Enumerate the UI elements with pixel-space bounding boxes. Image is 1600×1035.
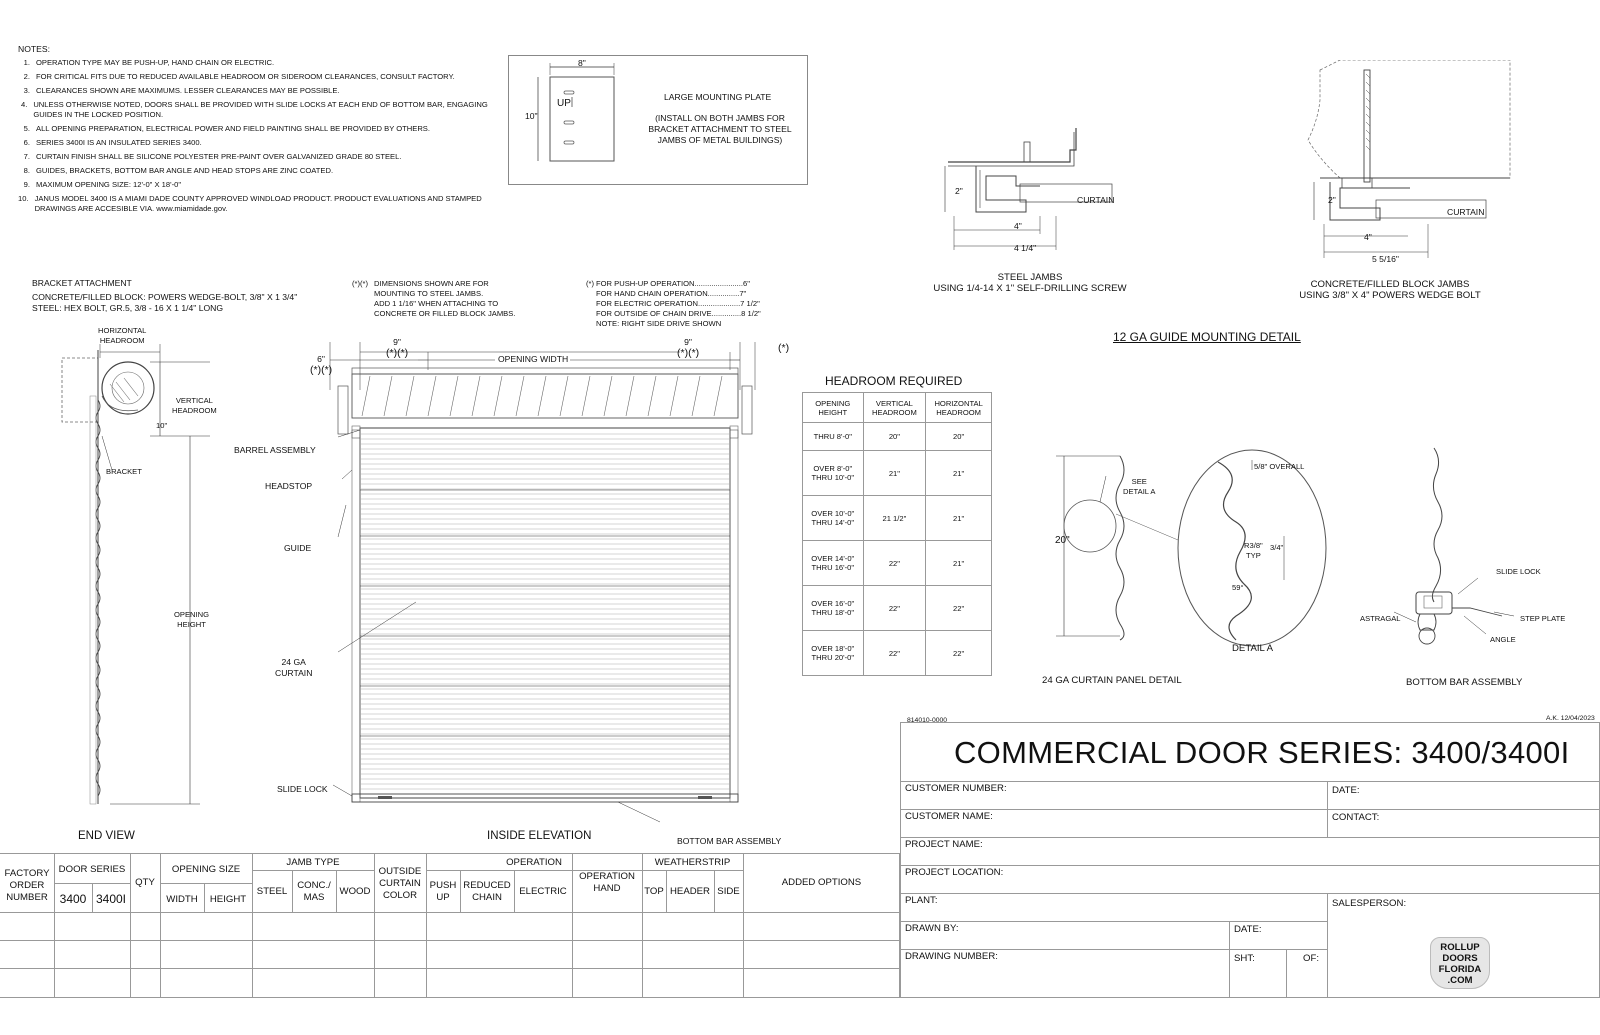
headroom-cell-text: 22" bbox=[888, 648, 900, 658]
ot-col-line bbox=[130, 853, 131, 998]
elev-dim-6-value: 6" bbox=[317, 354, 325, 364]
tb-row-line bbox=[900, 837, 1600, 838]
note-text: FOR CRITICAL FITS DUE TO REDUCED AVAILABLE HEADROOM OR SIDEROOM CLEARANCES, CONSULT FACTORY. bbox=[36, 72, 455, 81]
vertical-headroom-line1: VERTICAL bbox=[175, 396, 213, 405]
end-view-title: END VIEW bbox=[78, 830, 135, 842]
headroom-cell bbox=[803, 631, 864, 676]
ot-added-options: ADDED OPTIONS bbox=[781, 877, 862, 888]
bracket-attachment-title: BRACKET ATTACHMENT bbox=[32, 278, 132, 288]
note-number: 3. bbox=[23, 86, 30, 95]
operation-note-mark: (*) bbox=[586, 279, 595, 288]
ot-steel: STEEL bbox=[256, 886, 288, 897]
ot-hand-line1: OPERATION bbox=[579, 871, 635, 882]
headroom-table bbox=[802, 392, 992, 676]
note-item bbox=[18, 138, 488, 148]
tb-row-line bbox=[900, 865, 1600, 866]
drawing-number-field[interactable]: DRAWING NUMBER: bbox=[905, 951, 998, 962]
panel-angle: 59° bbox=[1232, 583, 1244, 592]
headroom-header-text: HEADROOM bbox=[936, 407, 981, 417]
headroom-cell-text: OVER 8'-0" bbox=[813, 464, 853, 473]
note-number: 2. bbox=[23, 72, 30, 81]
headroom-cell-text: 21" bbox=[953, 558, 965, 568]
note-text: GUIDES, BRACKETS, BOTTOM BAR ANGLE AND HEAD STOPS ARE ZINC COATED. bbox=[36, 166, 334, 175]
detail-a-title: DETAIL A bbox=[1232, 643, 1274, 654]
operation-note-line1: FOR PUSH-UP OPERATION.......................6" bbox=[596, 279, 750, 288]
headroom-cell bbox=[803, 423, 864, 451]
concrete-curtain-label: CURTAIN bbox=[1447, 207, 1485, 217]
headroom-cell bbox=[803, 541, 864, 586]
elev-dim-9a-value: 9" bbox=[393, 337, 401, 347]
customer-number-field[interactable]: CUSTOMER NUMBER: bbox=[905, 783, 1007, 794]
curtain-panel-title: 24 GA CURTAIN PANEL DETAIL bbox=[1042, 675, 1182, 686]
note-item bbox=[18, 180, 488, 190]
headroom-cell-text: 22" bbox=[953, 603, 965, 613]
end-view-vertical-headroom bbox=[172, 396, 217, 416]
ot-line bbox=[160, 883, 252, 884]
bottom-bar-drawing bbox=[1390, 440, 1560, 660]
ot-door-series: DOOR SERIES bbox=[58, 864, 126, 875]
logo-line1: ROLLUP bbox=[1440, 942, 1480, 953]
logo-line3: FLORIDA bbox=[1438, 964, 1482, 975]
headroom-header-text: OPENING bbox=[815, 398, 851, 408]
dimension-note-line3: ADD 1 1/16" WHEN ATTACHING TO bbox=[374, 299, 499, 308]
note-text: ALL OPENING PREPARATION, ELECTRICAL POWER AND FIELD PAINTING SHALL BE PROVIDED BY OTHERS. bbox=[36, 124, 430, 133]
headroom-cell-text: OVER 10'-0" bbox=[811, 509, 855, 518]
headroom-cell bbox=[863, 586, 926, 631]
elevation-opening-width: OPENING WIDTH bbox=[498, 354, 569, 364]
logo-line4: .COM bbox=[1447, 975, 1473, 986]
ot-col-line bbox=[426, 853, 427, 998]
curtain-panel-drawing bbox=[1040, 440, 1340, 670]
ot-line bbox=[0, 968, 900, 969]
ot-side: SIDE bbox=[717, 886, 740, 897]
drawn-date-field[interactable]: DATE: bbox=[1234, 924, 1262, 935]
tb-row-line bbox=[900, 949, 1327, 950]
drawing-id: 814010-0000 bbox=[907, 717, 948, 724]
note-text: MAXIMUM OPENING SIZE: 12'-0" X 18'-0" bbox=[36, 180, 182, 189]
bb-astragal: ASTRAGAL bbox=[1360, 614, 1401, 623]
ot-push-up bbox=[426, 880, 460, 904]
ot-col-line bbox=[743, 853, 744, 998]
bb-step-plate: STEP PLATE bbox=[1520, 614, 1566, 623]
headroom-cell-text: OVER 18'-0" bbox=[811, 644, 855, 653]
note-text: UNLESS OTHERWISE NOTED, DOORS SHALL BE PROVIDED WITH SLIDE LOCKS AT EACH END OF BOTTOM BAR, ENGAGING GUIDES IN THE LOCKED POSITION. bbox=[33, 100, 488, 119]
headroom-cell-text: 21" bbox=[953, 468, 965, 478]
ot-reduced-line1: REDUCED bbox=[463, 880, 511, 891]
headroom-header-text: HEADROOM bbox=[872, 407, 917, 417]
headroom-cell-text: 20" bbox=[953, 432, 965, 441]
steel-dim-4q: 4 1/4" bbox=[1014, 243, 1037, 253]
note-item bbox=[18, 58, 488, 68]
ot-factory-line3: NUMBER bbox=[6, 892, 48, 903]
tb-row-line bbox=[900, 921, 1327, 922]
panel-radius-line2: TYP bbox=[1245, 551, 1261, 560]
ot-col-line bbox=[252, 853, 253, 998]
tb-col-line bbox=[1286, 949, 1287, 998]
ot-color-line2: CURTAIN bbox=[379, 878, 421, 889]
end-opening-height-line2: HEIGHT bbox=[177, 620, 206, 629]
logo-line2: DOORS bbox=[1442, 953, 1478, 964]
plate-up-label: UP bbox=[557, 98, 571, 109]
end-view-bracket: BRACKET bbox=[106, 467, 142, 476]
ot-opening-size: OPENING SIZE bbox=[171, 864, 241, 875]
note-item bbox=[18, 86, 488, 96]
steel-dim-4: 4" bbox=[1014, 221, 1022, 231]
see-detail-line1: SEE bbox=[1131, 477, 1147, 486]
bb-slide-lock: SLIDE LOCK bbox=[1496, 567, 1541, 576]
panel-dim-34: 3/4" bbox=[1270, 543, 1284, 552]
note-number: 10. bbox=[18, 194, 29, 203]
ot-conc-line2: MAS bbox=[303, 892, 325, 903]
headroom-header-text: HEIGHT bbox=[818, 407, 848, 417]
note-text: CURTAIN FINISH SHALL BE SILICONE POLYESTER PRE-PAINT OVER GALVANIZED GRADE 80 STEEL. bbox=[36, 152, 402, 161]
curtain-label-line1: 24 GA bbox=[281, 657, 306, 667]
ot-line bbox=[0, 912, 900, 913]
ot-hand-line2: HAND bbox=[593, 883, 621, 894]
headroom-row bbox=[803, 423, 992, 451]
plate-title: LARGE MOUNTING PLATE bbox=[664, 92, 772, 102]
headroom-cell-text: THRU 14'-0" bbox=[811, 518, 855, 527]
ot-curtain-color bbox=[374, 866, 426, 902]
barrel-assembly-label: BARREL ASSEMBLY bbox=[234, 445, 316, 455]
plate-desc-line3: JAMBS OF METAL BUILDINGS) bbox=[657, 135, 783, 145]
headroom-cell bbox=[926, 586, 992, 631]
steel-curtain-label: CURTAIN bbox=[1077, 195, 1115, 205]
note-number: 5. bbox=[23, 124, 30, 133]
steel-jambs-subtitle: USING 1/4-14 X 1" SELF-DRILLING SCREW bbox=[933, 283, 1127, 294]
elev-dim-9b-mark: (*)(*) bbox=[677, 347, 700, 359]
headroom-cell-text: 22" bbox=[953, 648, 965, 658]
concrete-jamb-drawing bbox=[1280, 60, 1520, 270]
headroom-cell-text: OVER 14'-0" bbox=[811, 554, 855, 563]
headroom-cell bbox=[803, 586, 864, 631]
ot-factory-order bbox=[0, 868, 54, 904]
see-detail-line2: DETAIL A bbox=[1123, 487, 1156, 496]
note-text: SERIES 3400I IS AN INSULATED SERIES 3400. bbox=[36, 138, 202, 147]
concrete-dim-2: 2" bbox=[1328, 195, 1336, 205]
headroom-cell-text: 21" bbox=[953, 513, 965, 523]
tb-col-line bbox=[1327, 893, 1328, 998]
headroom-header-text: VERTICAL bbox=[875, 398, 913, 408]
elevation-dim-9a bbox=[386, 337, 408, 359]
plate-height-dim: 10" bbox=[525, 111, 538, 121]
end-view-opening-height bbox=[174, 610, 209, 630]
author-date: A.K. 12/04/2023 bbox=[1546, 715, 1595, 722]
note-number: 8. bbox=[23, 166, 30, 175]
concrete-dim-4: 4" bbox=[1364, 232, 1372, 242]
headroom-title: HEADROOM REQUIRED bbox=[825, 374, 963, 388]
sheet-field[interactable]: SHT: bbox=[1234, 953, 1255, 964]
customer-name-field[interactable]: CUSTOMER NAME: bbox=[905, 811, 993, 822]
general-notes bbox=[18, 44, 488, 218]
headroom-row bbox=[803, 496, 992, 541]
curtain-label bbox=[275, 657, 312, 679]
of-field[interactable]: OF: bbox=[1303, 953, 1319, 964]
headroom-cell-text: THRU 16'-0" bbox=[811, 563, 855, 572]
dimension-note-line1: DIMENSIONS SHOWN ARE FOR bbox=[374, 279, 489, 288]
plate-desc-line1: (INSTALL ON BOTH JAMBS FOR bbox=[655, 113, 785, 123]
headroom-header-text: HORIZONTAL bbox=[934, 398, 983, 408]
headroom-header-cell bbox=[863, 393, 926, 423]
headroom-header-cell bbox=[926, 393, 992, 423]
ot-line bbox=[642, 870, 743, 871]
tb-row-line bbox=[900, 893, 1600, 894]
steel-dim-2: 2" bbox=[955, 186, 963, 196]
headroom-header-cell bbox=[803, 393, 864, 423]
bracket-attachment-line2: STEEL: HEX BOLT, GR.5, 3/8 - 16 X 1 1/4" LONG bbox=[32, 303, 224, 313]
plate-desc bbox=[640, 113, 800, 146]
tb-col-line bbox=[1229, 921, 1230, 998]
note-item bbox=[18, 100, 488, 120]
dimension-note-mark: (*)(*) bbox=[352, 279, 369, 288]
bracket-attachment-line1: CONCRETE/FILLED BLOCK: POWERS WEDGE-BOLT, 3/8" X 1 3/4" bbox=[32, 292, 298, 302]
headroom-cell bbox=[863, 496, 926, 541]
curtain-label-line2: CURTAIN bbox=[275, 668, 313, 678]
end-view-drawing bbox=[50, 340, 250, 820]
ot-wood: WOOD bbox=[339, 886, 371, 897]
bottom-bar-title: BOTTOM BAR ASSEMBLY bbox=[1406, 677, 1523, 688]
headroom-row bbox=[803, 541, 992, 586]
ot-color-line1: OUTSIDE bbox=[378, 866, 422, 877]
elev-dim-9b-value: 9" bbox=[684, 337, 692, 347]
tb-row-line bbox=[900, 781, 1600, 782]
elev-dim-9a-mark: (*)(*) bbox=[386, 347, 409, 359]
note-number: 4. bbox=[20, 100, 28, 109]
project-location-field[interactable]: PROJECT LOCATION: bbox=[905, 867, 1004, 878]
horizontal-headroom-line1: HORIZONTAL bbox=[98, 326, 147, 335]
plate-desc-line2: BRACKET ATTACHMENT TO STEEL bbox=[648, 124, 792, 134]
dimension-note-line4: CONCRETE OR FILLED BLOCK JAMBS. bbox=[374, 309, 516, 318]
headroom-cell bbox=[863, 423, 926, 451]
ot-conc bbox=[292, 880, 336, 904]
steel-jamb-drawing bbox=[940, 120, 1140, 260]
ot-qty: QTY bbox=[135, 877, 155, 888]
horizontal-headroom-line2: HEADROOM bbox=[99, 336, 145, 345]
note-text: OPERATION TYPE MAY BE PUSH-UP, HAND CHAIN OR ELECTRIC. bbox=[36, 58, 275, 67]
note-item bbox=[18, 152, 488, 162]
concrete-jambs-subtitle: USING 3/8" X 4" POWERS WEDGE BOLT bbox=[1299, 290, 1481, 301]
headroom-row bbox=[803, 586, 992, 631]
notes-heading: NOTES: bbox=[18, 44, 50, 54]
guide-label: GUIDE bbox=[284, 543, 312, 553]
headroom-cell bbox=[803, 496, 864, 541]
concrete-jambs-title bbox=[1270, 279, 1510, 301]
headstop-label: HEADSTOP bbox=[265, 481, 313, 491]
headroom-cell-text: THRU 10'-0" bbox=[811, 473, 855, 482]
ot-reduced-chain bbox=[460, 880, 514, 904]
date-field[interactable]: DATE: bbox=[1332, 785, 1360, 796]
vertical-headroom-line2: HEADROOM bbox=[172, 406, 217, 415]
headroom-cell-text: 22" bbox=[888, 603, 900, 613]
elev-dim-6-mark: (*)(*) bbox=[310, 364, 333, 376]
headroom-cell-text: OVER 16'-0" bbox=[811, 599, 855, 608]
project-name-field[interactable]: PROJECT NAME: bbox=[905, 839, 983, 850]
operation-note-line3: FOR ELECTRIC OPERATION....................7 1/2" bbox=[596, 299, 760, 308]
salesperson-field[interactable]: SALESPERSON: bbox=[1332, 898, 1407, 909]
headroom-cell bbox=[926, 496, 992, 541]
headroom-cell bbox=[926, 541, 992, 586]
ot-top: TOP bbox=[644, 886, 664, 897]
contact-field[interactable]: CONTACT: bbox=[1332, 812, 1380, 823]
guide-mounting-detail-title: 12 GA GUIDE MOUNTING DETAIL bbox=[1113, 330, 1301, 344]
end-opening-height-line1: OPENING bbox=[174, 610, 210, 619]
headroom-cell-text: THRU 20'-0" bbox=[811, 653, 855, 662]
ot-line bbox=[0, 940, 900, 941]
ot-header: HEADER bbox=[670, 886, 710, 897]
ot-col-line bbox=[642, 853, 643, 998]
ot-operation-hand bbox=[572, 871, 642, 895]
headroom-cell-text: 22" bbox=[888, 558, 900, 568]
tb-row-line bbox=[900, 809, 1600, 810]
ot-weatherstrip: WEATHERSTRIP bbox=[654, 857, 731, 868]
notes-list bbox=[18, 58, 488, 214]
headroom-cell bbox=[926, 631, 992, 676]
slide-lock-label: SLIDE LOCK bbox=[277, 784, 328, 794]
ot-factory-line2: ORDER bbox=[9, 880, 45, 891]
ot-electric: ELECTRIC bbox=[519, 886, 567, 897]
ot-conc-line1: CONC./ bbox=[297, 880, 331, 891]
headroom-cell-text: THRU 18'-0" bbox=[811, 608, 855, 617]
see-detail-a bbox=[1123, 477, 1156, 497]
ot-series-b[interactable]: 3400I bbox=[95, 892, 127, 906]
note-number: 6. bbox=[23, 138, 30, 147]
bracket-attachment-note bbox=[32, 278, 297, 314]
concrete-jambs-title-text: CONCRETE/FILLED BLOCK JAMBS bbox=[1310, 279, 1470, 290]
ot-height: HEIGHT bbox=[209, 894, 247, 905]
ot-jamb-type: JAMB TYPE bbox=[286, 857, 340, 868]
panel-overall-dim: 5/8" OVERALL bbox=[1254, 462, 1305, 471]
headroom-cell bbox=[863, 541, 926, 586]
headroom-cell bbox=[863, 451, 926, 496]
note-item bbox=[18, 194, 488, 214]
bottom-bar-assembly-label: BOTTOM BAR ASSEMBLY bbox=[677, 836, 782, 846]
headroom-cell-text: 20" bbox=[888, 432, 900, 441]
ot-reduced-line2: CHAIN bbox=[472, 892, 502, 903]
plant-field[interactable]: PLANT: bbox=[905, 895, 938, 906]
inside-elevation-title: INSIDE ELEVATION bbox=[487, 830, 592, 842]
panel-radius-line1: R3/8" bbox=[1244, 541, 1263, 550]
drawn-by-field[interactable]: DRAWN BY: bbox=[905, 923, 959, 934]
headroom-row bbox=[803, 451, 992, 496]
company-logo bbox=[1430, 937, 1490, 989]
end-view-dim-10: 10" bbox=[156, 421, 168, 430]
ot-width: WIDTH bbox=[166, 894, 198, 905]
ot-line bbox=[252, 870, 374, 871]
bb-angle: ANGLE bbox=[1490, 635, 1516, 644]
note-item bbox=[18, 166, 488, 176]
note-number: 1. bbox=[23, 58, 30, 67]
note-number: 7. bbox=[23, 152, 30, 161]
ot-operation: OPERATION bbox=[506, 857, 562, 868]
panel-radius bbox=[1244, 541, 1263, 561]
dimension-note bbox=[352, 279, 515, 319]
note-item bbox=[18, 72, 488, 82]
headroom-cell-text: THRU 8'-0" bbox=[813, 432, 852, 441]
tb-col-line bbox=[1327, 781, 1328, 837]
headroom-cell-text: 21 1/2" bbox=[882, 513, 907, 523]
order-table-frame bbox=[0, 853, 900, 998]
headroom-cell bbox=[926, 451, 992, 496]
headroom-row bbox=[803, 631, 992, 676]
note-text: JANUS MODEL 3400 IS A MIAMI DADE COUNTY APPROVED WINDLOAD PRODUCT. PRODUCT EVALUATIONS AND STAMPED DRAWINGS ARE ACCESIBLE VIA. www.miamidade.gov. bbox=[34, 194, 482, 213]
headroom-cell bbox=[863, 631, 926, 676]
elevation-mark-r: (*) bbox=[778, 342, 790, 354]
elevation-dim-9b bbox=[677, 337, 699, 359]
ot-push-line1: PUSH bbox=[429, 880, 457, 891]
concrete-dim-5: 5 5/16" bbox=[1372, 254, 1399, 264]
steel-jambs-title bbox=[920, 272, 1140, 294]
ot-color-line3: COLOR bbox=[382, 890, 418, 901]
operation-note-line2: FOR HAND CHAIN OPERATION...............7" bbox=[596, 289, 747, 298]
headroom-cell bbox=[803, 451, 864, 496]
dimension-note-line2: MOUNTING TO STEEL JAMBS. bbox=[374, 289, 484, 298]
ot-factory-line1: FACTORY bbox=[4, 868, 50, 879]
ot-push-line2: UP bbox=[436, 892, 450, 903]
drawing-title: COMMERCIAL DOOR SERIES: 3400/3400I bbox=[954, 735, 1570, 770]
ot-series-a[interactable]: 3400 bbox=[59, 892, 87, 906]
operation-note-line4: FOR OUTSIDE OF CHAIN DRIVE..............8 1/2" bbox=[596, 309, 761, 318]
note-item bbox=[18, 124, 488, 134]
steel-jambs-title-text: STEEL JAMBS bbox=[997, 272, 1063, 283]
end-view-horizontal-headroom bbox=[98, 326, 146, 346]
inside-elevation-drawing bbox=[300, 330, 800, 850]
headroom-cell bbox=[926, 423, 992, 451]
headroom-cell-text: 21" bbox=[888, 468, 900, 478]
headroom-header-row bbox=[803, 393, 992, 423]
note-number: 9. bbox=[23, 180, 30, 189]
operation-note bbox=[586, 279, 761, 329]
operation-note-line5: NOTE: RIGHT SIDE DRIVE SHOWN bbox=[596, 319, 722, 328]
note-text: CLEARANCES SHOWN ARE MAXIMUMS. LESSER CLEARANCES MAY BE POSSIBLE. bbox=[36, 86, 340, 95]
plate-width-dim: 8" bbox=[578, 58, 586, 68]
panel-dim-20: 20" bbox=[1055, 535, 1070, 546]
elevation-dim-6 bbox=[310, 354, 332, 376]
